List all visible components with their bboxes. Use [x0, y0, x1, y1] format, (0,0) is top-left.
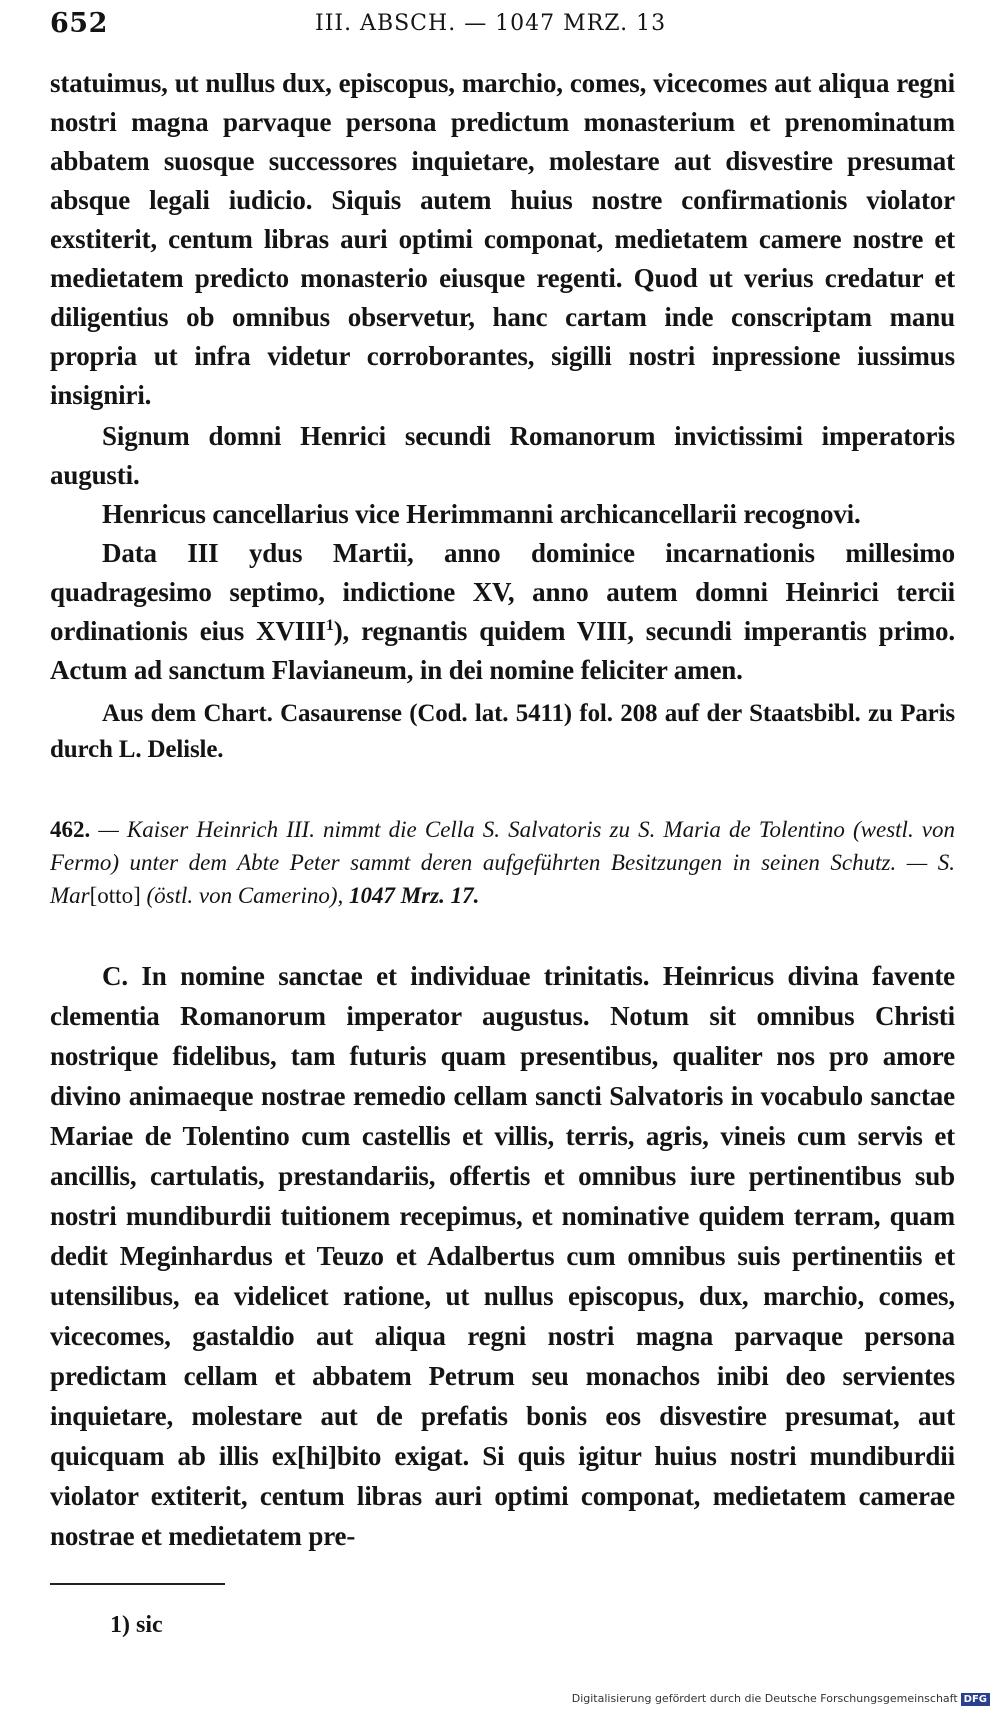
footnote-reference: 1	[325, 617, 334, 634]
regest-date: 1047 Mrz. 17.	[349, 883, 480, 908]
digitization-notice	[572, 1692, 990, 1706]
digitization-text: Digitalisierung gefördert durch die Deutsche Forschungsgemeinschaft	[571, 1692, 958, 1705]
page-header	[50, 8, 950, 44]
regest-heading	[50, 813, 955, 912]
regest-summary: — Kaiser Heinrich III. nimmt die Cella S. Salvatoris zu S. Maria de Tolentino (westl. von Fermo) unter dem Abte Peter sammt deren aufgeführten Besitzungen in seinen Schutz. — S. Mar	[50, 817, 955, 908]
source-note: Aus dem Chart. Casaurense (Cod. lat. 5411) fol. 208 auf der Staatsbibl. zu Paris durch L. Delisle.	[50, 700, 955, 763]
footnote-divider	[50, 1583, 225, 1585]
charter-signum: Signum domni Henrici secundi Romanorum invictissimi imperatoris augusti.	[50, 421, 955, 490]
regest-place: (östl. von Camerino),	[140, 883, 349, 908]
regest-bracket: [otto]	[89, 883, 141, 908]
charter-dating	[50, 534, 955, 690]
regest-number: 462.	[50, 817, 91, 842]
charter-462-text: C. In nomine sanctae et individuae trinitatis. Heinricus divina favente clementia Romanorum imperator augustus. Notum sit omnibus Christi nostrique fidelibus, tam futuris quam presentibus, qualiter nos pro amore divino animaeque nostrae remedio cellam sancti Salvatoris in vocabulo sanctae Mariae de Tolentino cum castellis et villis, terris, agris, vineis cum servis et ancillis, cartulatis, prestandariis, offertis et omnibus iure pertinentibus sub nostri mundiburdii tuitionem recepimus, et nominative quidem terram, quam dedit Meginhardus et Teuzo et Adalbertus cum omnibus suis pertinentiis et utensilibus, ea videlicet ratione, ut nullus episcopus, dux, marchio, comes, vicecomes, gastaldio aut aliqua regni nostri magna parvaque persona predictam cellam et abbatem Petrum seu monachos inibi deo servientes inquietare, molestare aut de prefatis bonis eos disvestire presumat, aut quicquam ab illis ex[hi]bito exigat. Si quis igitur huius nostri mundiburdii violator extiterit, centum libras auri optimi componat, medietatem camerae nostrae et medietatem pre-	[50, 961, 955, 1551]
charter-recognition: Henricus cancellarius vice Herimmanni archicancellarii recognovi.	[102, 499, 861, 529]
running-head: III. ABSCH. — 1047 MRZ. 13	[315, 11, 667, 36]
charter-paragraph-1: statuimus, ut nullus dux, episcopus, marchio, comes, vicecomes aut aliqua regni nostri magna parvaque persona predictum monasterium et prenominatum abbatem suosque successores inquietare, molestare aut disvestire presumat absque legali iudicio. Siquis autem huius nostre confirmationis violator exstiterit, centum libras auri optimi componat, medietatem camere nostre et medietatem predicto monasterio eiusque regenti. Quod ut verius credatur et diligentius ob omnibus observetur, hanc cartam inde conscriptam manu propria ut infra videtur corroborantes, sigilli nostri inpressione iussimus insigniri.	[50, 68, 955, 410]
dfg-logo: DFG	[961, 1693, 990, 1706]
dating-text-2: ), regnantis quidem VIII, secundi imperantis primo. Actum ad sanctum Flavianeum, in dei nomine feliciter amen.	[50, 616, 955, 685]
footnote: 1) sic	[110, 1612, 163, 1638]
dating-text-1: Data III ydus Martii, anno dominice incarnationis millesimo quadragesimo septimo, indictione XV, anno autem domni Heinrici tercii ordinationis eius XVIII	[50, 538, 955, 646]
page-number: 652	[50, 8, 108, 39]
